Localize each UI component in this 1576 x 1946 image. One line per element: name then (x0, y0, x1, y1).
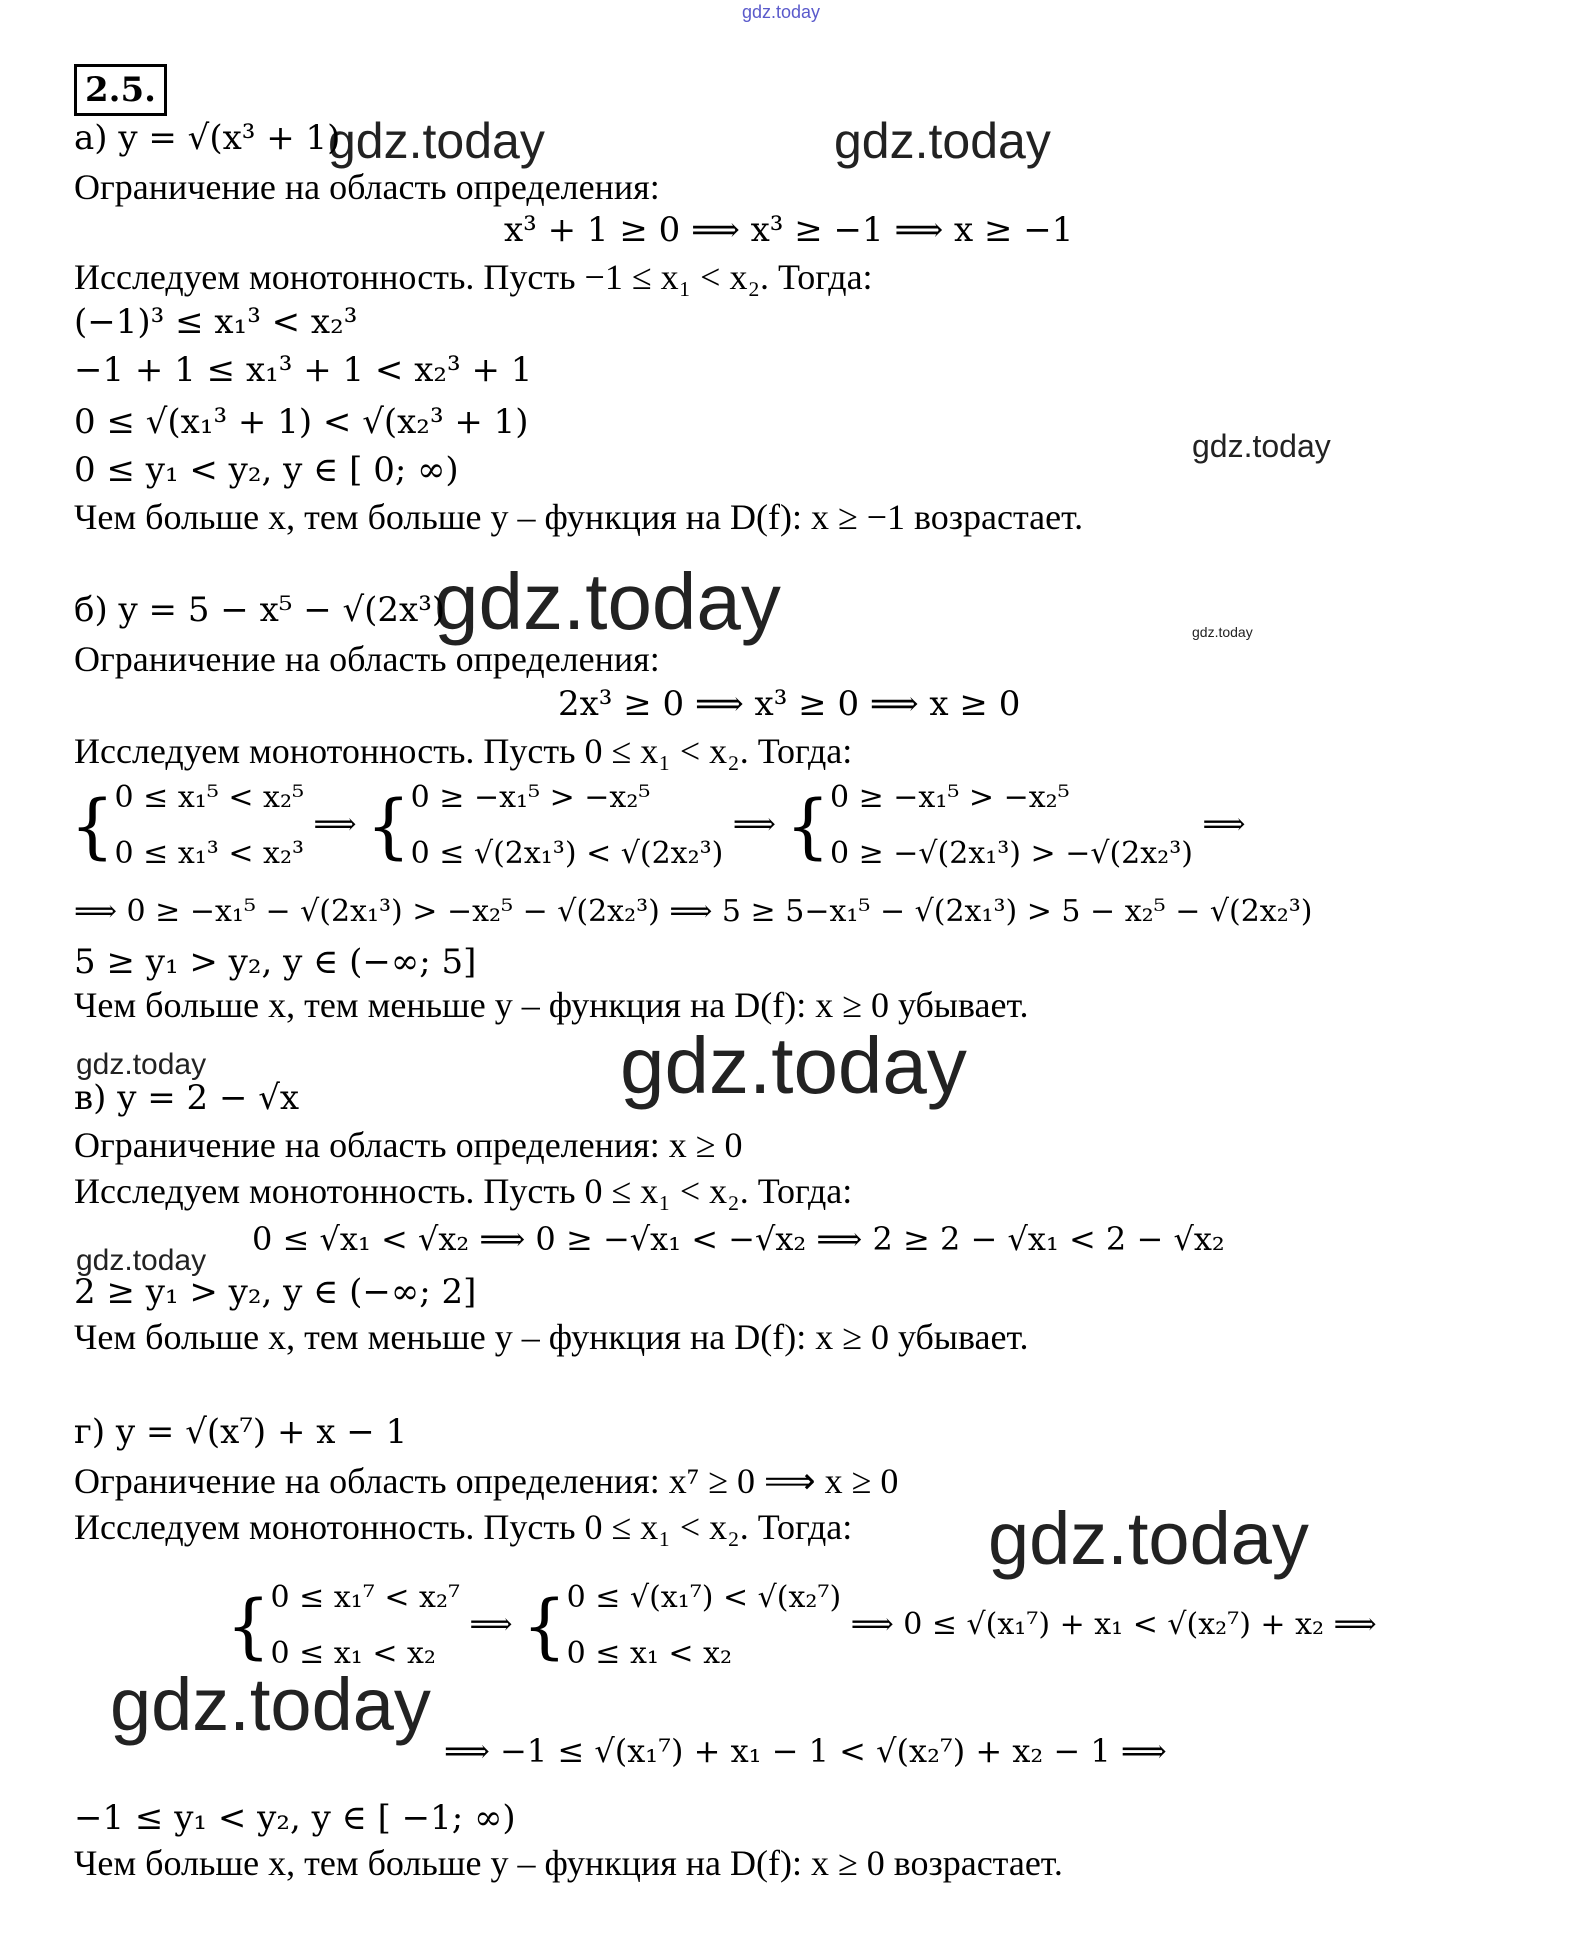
brace-icon: { (226, 1585, 271, 1667)
watermark: gdz.today (76, 1048, 207, 1081)
part-v-monotone: Исследуем монотонность. Пусть 0 ≤ x₁ < x₂. Тогда: (74, 1171, 853, 1211)
implies-arrow: ⟹ (469, 1607, 513, 1642)
part-b-chain: ⟹ 0 ≥ −x₁⁵ − √(2x₁³) > −x₂⁵ − √(2x₂³) ⟹ 5 ≥ 5−x₁⁵ − √(2x₁³) > 5 − x₂⁵ − √(2x₂³) (74, 894, 1313, 929)
part-g-systems (226, 1570, 1377, 1682)
part-a-restriction: x³ + 1 ≥ 0 ⟹ x³ ≥ −1 ⟹ x ≥ −1 (504, 210, 1074, 250)
part-v-range: 2 ≥ y₁ > y₂, y ∈ (−∞; 2] (74, 1272, 477, 1312)
system-row: 0 ≥ −x₁⁵ > −x₂⁵ (410, 780, 651, 815)
part-g-restriction: Ограничение на область определения: x⁷ ≥ 0 ⟹ x ≥ 0 (74, 1461, 899, 1501)
watermark: gdz.today (1192, 624, 1253, 640)
system-row: 0 ≤ x₁³ < x₂³ (114, 836, 304, 871)
watermark: gdz.today (328, 113, 545, 169)
part-g-range: −1 ≤ y₁ < y₂, y ∈ [ −1; ∞) (74, 1798, 516, 1838)
system-row: 0 ≤ √(x₁⁷) < √(x₂⁷) (566, 1580, 842, 1615)
system-row: 0 ≥ −√(2x₁³) > −√(2x₂³) (829, 836, 1193, 871)
part-a-step: (−1)³ ≤ x₁³ < x₂³ (74, 302, 358, 342)
brace-icon: { (70, 785, 115, 867)
watermark: gdz.today (988, 1497, 1309, 1580)
part-a-step: 0 ≤ y₁ < y₂, y ∈ [ 0; ∞) (74, 450, 459, 490)
part-g-monotone: Исследуем монотонность. Пусть 0 ≤ x₁ < x₂. Тогда: (74, 1507, 853, 1547)
brace-icon: { (785, 785, 830, 867)
brace-icon: { (366, 785, 411, 867)
part-g-tail: ⟹ 0 ≤ √(x₁⁷) + x₁ < √(x₂⁷) + x₂ ⟹ (850, 1607, 1377, 1642)
part-v-conclusion: Чем больше x, тем меньше y – функция на D(f): x ≥ 0 убывает. (74, 1317, 1029, 1357)
watermark: gdz.today (110, 1663, 431, 1746)
part-b-restriction-label: Ограничение на область определения: (74, 639, 660, 679)
part-v-chain: 0 ≤ √x₁ < √x₂ ⟹ 0 ≥ −√x₁ < −√x₂ ⟹ 2 ≥ 2 − √x₁ < 2 − √x₂ (252, 1220, 1225, 1258)
part-v-title: в) y = 2 − √x (74, 1078, 300, 1118)
part-b-systems (70, 770, 1246, 882)
part-b-monotone: Исследуем монотонность. Пусть 0 ≤ x₁ < x₂. Тогда: (74, 731, 853, 771)
part-a-step: 0 ≤ √(x₁³ + 1) < √(x₂³ + 1) (74, 402, 529, 442)
system-row: 0 ≥ −x₁⁵ > −x₂⁵ (829, 780, 1070, 815)
part-b-range: 5 ≥ y₁ > y₂, y ∈ (−∞; 5] (74, 942, 477, 982)
implies-arrow: ⟹ (1202, 807, 1246, 842)
part-g-tail2: ⟹ −1 ≤ √(x₁⁷) + x₁ − 1 < √(x₂⁷) + x₂ − 1 ⟹ (444, 1732, 1167, 1770)
part-a-restriction-label: Ограничение на область определения: (74, 167, 660, 207)
watermark-top: gdz.today (742, 2, 821, 22)
watermark: gdz.today (620, 1021, 967, 1110)
part-a-title: а) y = √(x³ + 1) (74, 118, 341, 158)
part-a-conclusion: Чем больше x, тем больше y – функция на D(f): x ≥ −1 возрастает. (74, 497, 1084, 537)
watermark: gdz.today (76, 1244, 207, 1277)
part-b-restriction: 2x³ ≥ 0 ⟹ x³ ≥ 0 ⟹ x ≥ 0 (558, 684, 1021, 724)
system-row: 0 ≤ x₁⁷ < x₂⁷ (270, 1580, 460, 1615)
system-row: 0 ≤ x₁⁵ < x₂⁵ (114, 780, 304, 815)
watermark: gdz.today (834, 113, 1051, 169)
part-a-monotone: Исследуем монотонность. Пусть −1 ≤ x₁ < x₂. Тогда: (74, 257, 873, 297)
part-b-title: б) y = 5 − x⁵ − √(2x³) (74, 590, 446, 630)
watermark: gdz.today (1192, 428, 1331, 464)
system-row: 0 ≤ x₁ < x₂ (566, 1636, 733, 1671)
system-row: 0 ≤ √(2x₁³) < √(2x₂³) (410, 836, 724, 871)
brace-icon: { (522, 1585, 567, 1667)
implies-arrow: ⟹ (313, 807, 357, 842)
problem-number: 2.5. (74, 64, 167, 116)
part-b-conclusion: Чем больше x, тем меньше y – функция на D(f): x ≥ 0 убывает. (74, 985, 1029, 1025)
part-v-restriction: Ограничение на область определения: x ≥ 0 (74, 1125, 743, 1165)
part-g-title: г) y = √(x⁷) + x − 1 (74, 1412, 408, 1452)
system-row: 0 ≤ x₁ < x₂ (270, 1636, 436, 1671)
watermark: gdz.today (434, 557, 781, 646)
implies-arrow: ⟹ (732, 807, 776, 842)
part-g-conclusion: Чем больше x, тем больше y – функция на D(f): x ≥ 0 возрастает. (74, 1843, 1063, 1883)
part-a-step: −1 + 1 ≤ x₁³ + 1 < x₂³ + 1 (74, 350, 533, 390)
